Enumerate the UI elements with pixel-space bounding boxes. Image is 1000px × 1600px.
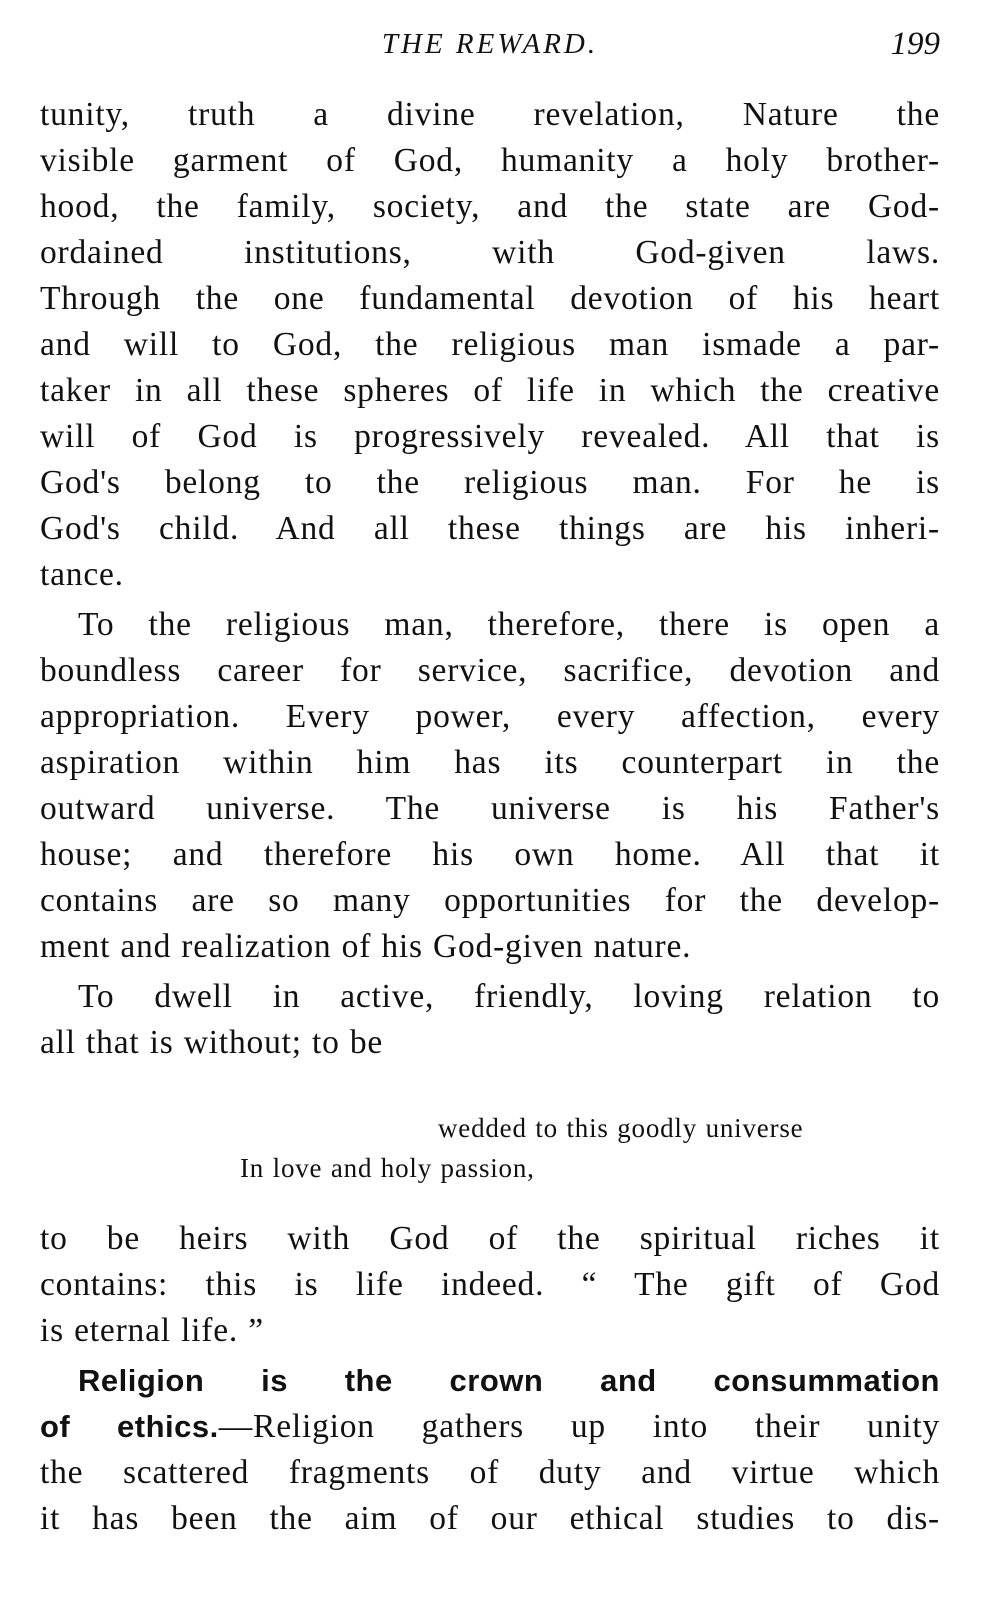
text-line: appropriation. Every power, every affection, every bbox=[40, 698, 940, 735]
text-line: tunity, truth a divine revelation, Nature the bbox=[40, 96, 940, 133]
text-line: and will to God, the religious man ismade a par- bbox=[40, 326, 940, 363]
paragraph-2 bbox=[40, 602, 940, 970]
text-line: is eternal life. ” bbox=[40, 1312, 264, 1349]
text-line: to be heirs with God of the spiritual riches it bbox=[40, 1220, 940, 1257]
verse-line: wedded to this goodly universe bbox=[438, 1113, 804, 1143]
text-line: taker in all these spheres of life in which the creative bbox=[40, 372, 940, 409]
section-heading-end: of ethics. bbox=[40, 1409, 219, 1444]
running-head bbox=[40, 28, 940, 68]
text-line: tance. bbox=[40, 556, 124, 593]
text-line: aspiration within him has its counterpart in the bbox=[40, 744, 940, 781]
verse-quotation bbox=[40, 1066, 940, 1216]
text-line: ment and realization of his God-given nature. bbox=[40, 928, 692, 965]
text-line: the scattered fragments of duty and virtue which bbox=[40, 1454, 940, 1491]
text-line bbox=[40, 1404, 940, 1450]
text-line: boundless career for service, sacrifice, devotion and bbox=[40, 652, 940, 689]
section-heading: Religion is the crown and consummation bbox=[78, 1363, 940, 1398]
text-line: Through the one fundamental devotion of his heart bbox=[40, 280, 940, 317]
body-text bbox=[40, 92, 940, 1542]
text-line: house; and therefore his own home. All that it bbox=[40, 836, 940, 873]
text-line: contains are so many opportunities for the develop- bbox=[40, 882, 940, 919]
text-line: it has been the aim of our ethical studies to dis- bbox=[40, 1500, 940, 1537]
text-line: outward universe. The universe is his Father's bbox=[40, 790, 940, 827]
text-line: God's belong to the religious man. For he is bbox=[40, 464, 940, 501]
text-line: hood, the family, society, and the state are God- bbox=[40, 188, 940, 225]
text-line: all that is without; to be bbox=[40, 1024, 384, 1061]
page-number: 199 bbox=[890, 26, 940, 62]
paragraph-3 bbox=[40, 974, 940, 1066]
paragraph-5 bbox=[40, 1358, 940, 1542]
paragraph-1 bbox=[40, 92, 940, 598]
text-line: ordained institutions, with God-given laws. bbox=[40, 234, 940, 271]
text-line: God's child. And all these things are his inheri- bbox=[40, 510, 940, 547]
text-line: To dwell in active, friendly, loving relation to bbox=[78, 978, 940, 1015]
running-title: THE REWARD. bbox=[381, 28, 599, 60]
text-line: contains: this is life indeed. “ The gift of God bbox=[40, 1266, 940, 1303]
text-run: —Religion gathers up into their unity bbox=[218, 1408, 940, 1445]
paragraph-4 bbox=[40, 1216, 940, 1354]
verse-line: In love and holy passion, bbox=[240, 1153, 535, 1183]
text-line: visible garment of God, humanity a holy brother- bbox=[40, 142, 940, 179]
text-line: To the religious man, therefore, there is open a bbox=[78, 606, 940, 643]
text-line: will of God is progressively revealed. All that is bbox=[40, 418, 940, 455]
